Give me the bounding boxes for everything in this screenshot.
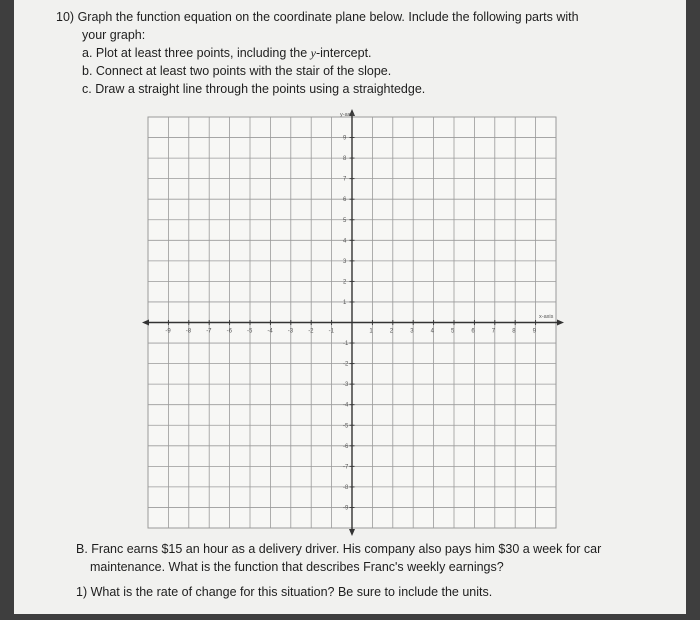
part-b-line2: maintenance. What is the function that describes Franc's weekly earnings?: [90, 560, 504, 574]
y-axis-arrow-down: [349, 529, 355, 536]
part-b-line1: B. Franc earns $15 an hour as a delivery driver. His company also pays him $30 a week for car: [76, 542, 602, 556]
y-tick-label: -8: [343, 484, 349, 491]
y-tick-label: 8: [343, 156, 347, 163]
x-tick-label: 6: [471, 328, 475, 335]
x-tick-label: -2: [308, 328, 314, 335]
question-text-line1: Graph the function equation on the coordinate plane below. Include the following parts with: [77, 10, 579, 24]
x-tick-label: 7: [491, 328, 496, 335]
q1-text: What is the rate of change for this situation? Be sure to include the units.: [90, 585, 493, 599]
question-number: 10): [56, 10, 75, 24]
x-tick-label: -4: [267, 328, 273, 335]
part-b-problem: [76, 540, 666, 576]
part-b: b. Connect at least two points with the stair of the slope.: [82, 64, 392, 78]
y-tick-label: 2: [343, 279, 347, 286]
x-tick-label: -5: [247, 328, 253, 335]
x-tick-label: -7: [206, 328, 212, 335]
y-tick-label: -6: [343, 443, 349, 450]
x-axis-arrow-right: [557, 320, 564, 326]
y-tick-label: 5: [343, 217, 347, 224]
y-tick-label: 6: [343, 197, 347, 204]
x-tick-label: -8: [185, 328, 192, 335]
question-text-line2: your graph:: [82, 28, 146, 42]
x-tick-label: 9: [532, 328, 536, 335]
part-a-prefix: a. Plot at least three points, including the: [82, 46, 311, 60]
y-axis-label: y-axis: [340, 112, 355, 118]
y-tick-label: -2: [343, 361, 349, 368]
x-tick-label: -9: [165, 328, 171, 335]
y-tick-label: -7: [343, 464, 349, 471]
part-b-question-1: [76, 583, 492, 601]
y-tick-label: -1: [343, 341, 349, 348]
y-tick-label: -3: [343, 382, 349, 389]
x-tick-label: 8: [512, 328, 516, 335]
y-tick-label: -5: [343, 423, 349, 430]
y-tick-label: 1: [343, 299, 347, 306]
x-axis-arrow-left: [142, 320, 149, 326]
y-tick-label: 7: [343, 176, 347, 183]
x-tick-label: -6: [226, 328, 232, 335]
x-tick-label: -1: [328, 328, 334, 335]
x-tick-label: 5: [451, 328, 455, 335]
part-a-suffix: -intercept.: [315, 46, 372, 60]
x-axis-label: x-axis: [539, 314, 554, 320]
part-a-variable: y: [310, 46, 316, 60]
x-tick-label: 4: [430, 328, 434, 335]
y-tick-label: -9: [343, 505, 349, 512]
x-tick-label: 1: [369, 328, 373, 335]
part-c: c. Draw a straight line through the points using a straightedge.: [82, 82, 426, 96]
q1-number: 1): [76, 585, 88, 599]
x-tick-label: 2: [389, 328, 394, 335]
y-tick-label: 3: [343, 258, 347, 265]
y-tick-label: 9: [343, 135, 347, 142]
x-tick-label: 3: [410, 328, 414, 335]
x-tick-label: -3: [287, 328, 294, 335]
y-tick-label: -4: [343, 402, 349, 409]
y-tick-label: 4: [343, 238, 347, 245]
